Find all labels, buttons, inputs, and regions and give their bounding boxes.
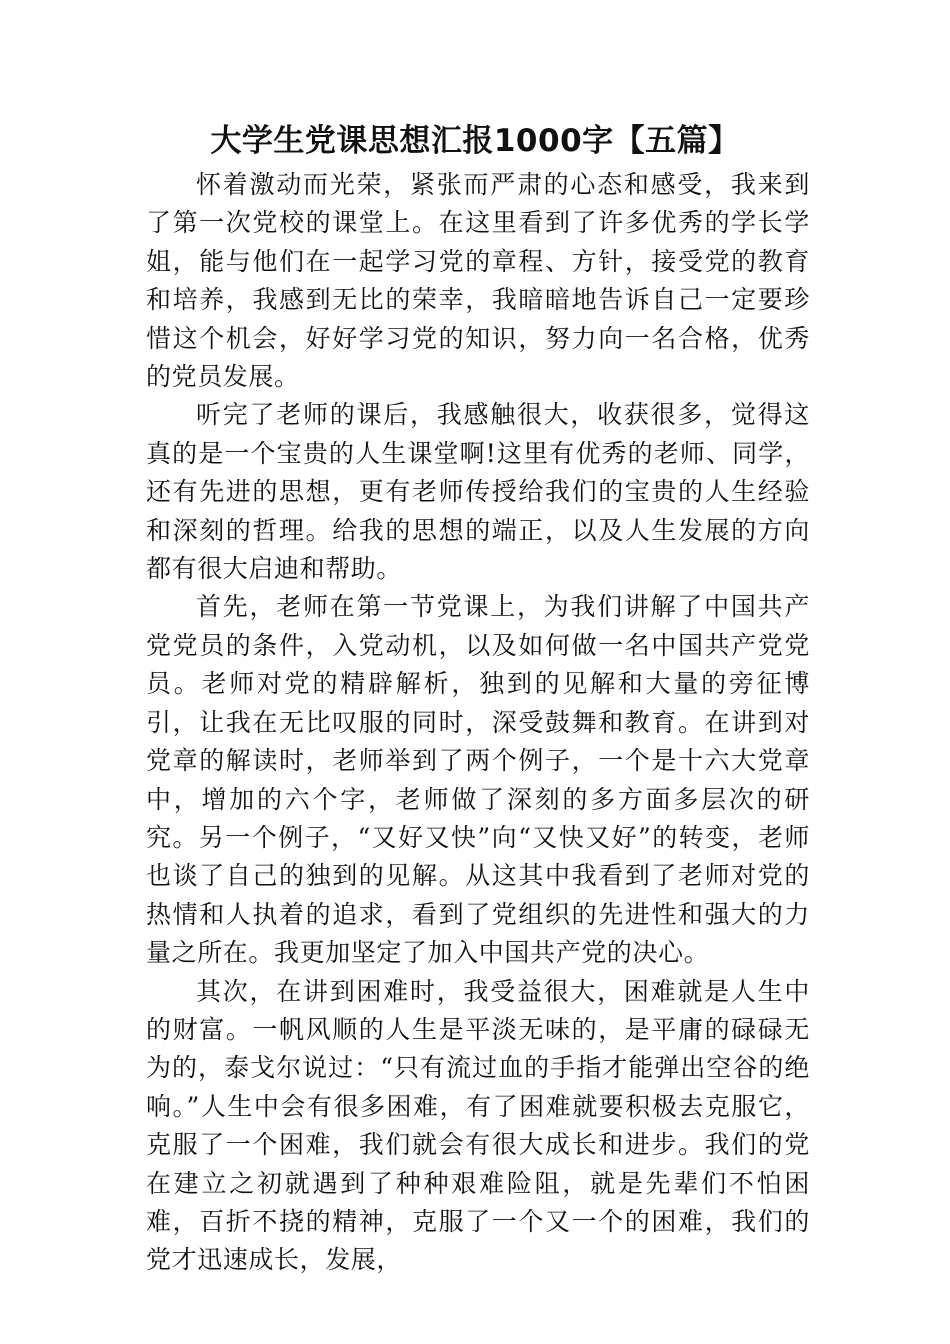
paragraph-2: 听完了老师的课后，我感触很大，收获很多，觉得这真的是一个宝贵的人生课堂啊!这里有优秀的老师、同学，还有先进的思想，更有老师传授给我们的宝贵的人生经验和深刻的哲理。给我的思想的端正，以及人生发展的方向都有很大启迪和帮助。: [146, 400, 810, 584]
paragraph-1: 怀着激动而光荣，紧张而严肃的心态和感受，我来到了第一次党校的课堂上。在这里看到了许多优秀的学长学姐，能与他们在一起学习党的章程、方针，接受党的教育和培养，我感到无比的荣幸，我暗暗地告诉自己一定要珍惜这个机会，好好学习党的知识，努力向一名合格，优秀的党员发展。: [146, 170, 810, 392]
document-body: [146, 166, 810, 1280]
paragraph-4: 其次，在讲到困难时，我受益很大，困难就是人生中的财富。一帆风顺的人生是平淡无味的，是平庸的碌碌无为的，泰戈尔说过：“只有流过血的手指才能弹出空谷的绝响。”人生中会有很多困难，有了困难就要积极去克服它，克服了一个困难，我们就会有很大成长和进步。我们的党在建立之初就遇到了种种艰难险阻，就是先辈们不怕困难，百折不挠的精神，克服了一个又一个的困难，我们的党才迅速成长，发展，: [146, 976, 810, 1275]
document-title: 大学生党课思想汇报1000字【五篇】: [210, 123, 740, 159]
paragraph-3: 首先，老师在第一节党课上，为我们讲解了中国共产党党员的条件，入党动机，以及如何做一名中国共产党党员。老师对党的精辟解析，独到的见解和大量的旁征博引，让我在无比叹服的同时，深受鼓舞和教育。在讲到对党章的解读时，老师举到了两个例子，一个是十六大党章中，增加的六个字，老师做了深刻的多方面多层次的研究。另一个例子，“又好又快”向“又快又好”的转变，老师也谈了自己的独到的见解。从这其中我看到了老师对党的热情和人执着的追求，看到了党组织的先进性和强大的力量之所在。我更加坚定了加入中国共产党的决心。: [146, 592, 810, 968]
